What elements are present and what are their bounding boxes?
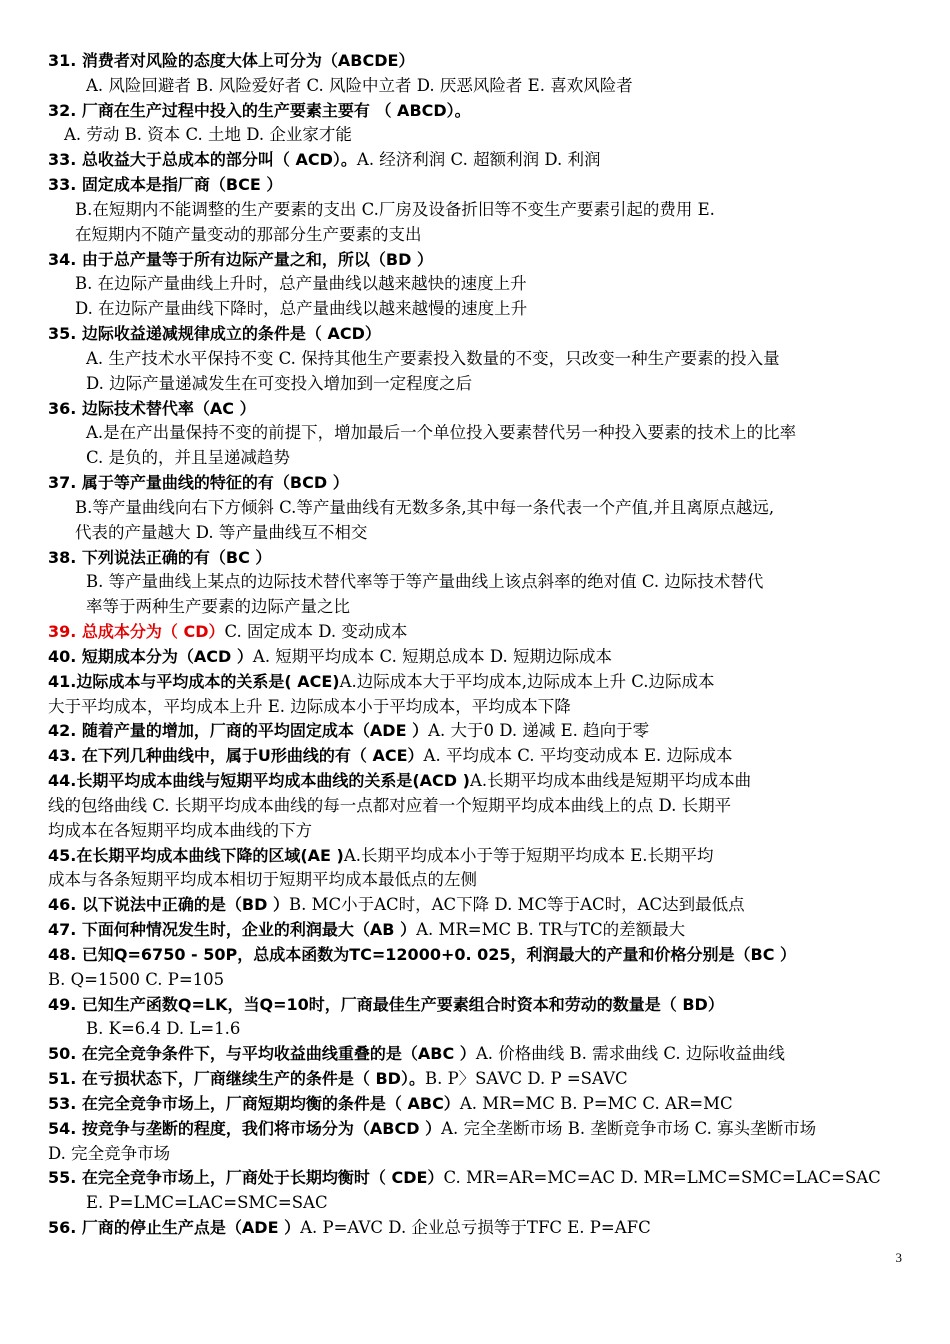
answer-options: B.在短期内不能调整的生产要素的支出 C.厂房及设备折旧等不变生产要素引起的费用 E. [75, 199, 715, 219]
answer-options: 成本与各条短期平均成本相切于短期平均成本最低点的左侧 [48, 870, 477, 890]
answer-options: 率等于两种生产要素的边际产量之比 [86, 597, 350, 617]
answer-options: E. P=LMC=LAC=SMC=SAC [86, 1193, 328, 1213]
question-line [48, 769, 910, 794]
question-text: 48. 已知Q=6750 - 50P，总成本函数为TC=12000+0. 025，利润最大的产量和价格分别是（BC ） [48, 944, 797, 964]
question-line [48, 993, 910, 1018]
answer-options: A. 完全垄断市场 B. 垄断竞争市场 C. 寡头垄断市场 [441, 1118, 817, 1138]
question-line [48, 893, 910, 918]
answer-options: A. 平均成本 C. 平均变动成本 E. 边际成本 [423, 746, 733, 766]
answer-options: D. 在边际产量曲线下降时，总产量曲线以越来越慢的速度上升 [75, 299, 528, 319]
answer-options: A. 大于0 D. 递减 E. 趋向于零 [428, 721, 650, 741]
question-text: 42. 随着产量的增加，厂商的平均固定成本（ADE ） [48, 721, 429, 741]
question-text: 54. 按竞争与垄断的程度，我们将市场分为（ABCD ） [48, 1118, 442, 1138]
answer-options: D. 边际产量递减发生在可变投入增加到一定程度之后 [86, 373, 473, 393]
question-line [48, 670, 910, 695]
answer-options: A. MR=MC B. TR与TC的差额最大 [416, 920, 686, 940]
answer-options: 代表的产量越大 D. 等产量曲线互不相交 [75, 522, 368, 542]
option-line [48, 695, 910, 720]
answer-options: 在短期内不随产量变动的那部分生产要素的支出 [75, 224, 422, 244]
option-line [48, 74, 910, 99]
answer-options: A. 劳动 B. 资本 C. 土地 D. 企业家才能 [64, 125, 352, 145]
question-text: 37. 属于等产量曲线的特征的有（BCD ） [48, 473, 349, 493]
answer-options: A.是在产出量保持不变的前提下，增加最后一个单位投入要素替代另一种投入要素的技术上的比率 [86, 423, 797, 443]
question-line [48, 471, 910, 496]
answer-options: B. P〉SAVC D. P =SAVC [424, 1069, 628, 1089]
question-line [48, 620, 910, 645]
option-line [48, 570, 910, 595]
answer-options: C. MR=AR=MC=AC D. MR=LMC=SMC=LAC=SAC [443, 1168, 881, 1188]
option-line [48, 272, 910, 297]
question-text: 45.在长期平均成本曲线下降的区域(AE ) [48, 845, 344, 865]
question-line [48, 322, 910, 347]
question-line [48, 1117, 910, 1142]
question-line [48, 49, 910, 74]
question-line [48, 1216, 910, 1241]
option-line [48, 968, 910, 993]
question-line [48, 1092, 910, 1117]
answer-options: B. MC小于AC时，AC下降 D. MC等于AC时，AC达到最低点 [288, 895, 745, 915]
answer-options: A. 短期平均成本 C. 短期总成本 D. 短期边际成本 [252, 646, 612, 666]
question-text: 41.边际成本与平均成本的关系是( ACE) [48, 671, 340, 691]
question-text: 44.长期平均成本曲线与短期平均成本曲线的关系是(ACD ) [48, 771, 470, 791]
question-text: 43. 在下列几种曲线中，属于U形曲线的有（ ACE） [48, 746, 424, 766]
answer-options: B. Q=1500 C. P=105 [48, 969, 225, 989]
option-line [48, 1142, 910, 1167]
answer-options: A.长期平均成本曲线是短期平均成本曲 [469, 771, 752, 791]
question-text: 39. 总成本分为（ CD） [48, 622, 225, 642]
option-line [48, 446, 910, 471]
answer-options: D. 完全竞争市场 [48, 1143, 171, 1163]
answer-options: A. 价格曲线 B. 需求曲线 C. 边际收益曲线 [475, 1044, 785, 1064]
question-line [48, 645, 910, 670]
option-line [48, 297, 910, 322]
answer-options: A. 生产技术水平保持不变 C. 保持其他生产要素投入数量的不变，只改变一种生产要素的投入量 [86, 348, 780, 368]
option-line [48, 421, 910, 446]
answer-options: C. 固定成本 D. 变动成本 [224, 622, 408, 642]
option-line [48, 347, 910, 372]
question-text: 33. 固定成本是指厂商（BCE ） [48, 175, 283, 195]
question-line [48, 99, 910, 124]
question-line [48, 148, 910, 173]
option-line [48, 123, 910, 148]
question-line [48, 546, 910, 571]
option-line [48, 794, 910, 819]
option-line [48, 595, 910, 620]
question-text: 53. 在完全竞争市场上，厂商短期均衡的条件是（ ABC） [48, 1093, 460, 1113]
answer-options: A. 风险回避者 B. 风险爱好者 C. 风险中立者 D. 厌恶风险者 E. 喜欢风险者 [86, 75, 633, 95]
question-text: 34. 由于总产量等于所有边际产量之和，所以（BD ） [48, 249, 433, 269]
question-line [48, 918, 910, 943]
question-line [48, 173, 910, 198]
question-text: 50. 在完全竞争条件下，与平均收益曲线重叠的是（ABC ） [48, 1044, 476, 1064]
question-line [48, 1166, 910, 1191]
answer-options: B. K=6.4 D. L=1.6 [86, 1019, 241, 1039]
answer-options: B. 等产量曲线上某点的边际技术替代率等于等产量曲线上该点斜率的绝对值 C. 边际技术替代 [86, 572, 764, 592]
question-line [48, 844, 910, 869]
option-line [48, 1017, 910, 1042]
answer-options: 线的包络曲线 C. 长期平均成本曲线的每一点都对应着一个短期平均成本曲线上的点 D. 长期平 [48, 795, 732, 815]
question-line [48, 1042, 910, 1067]
question-line [48, 397, 910, 422]
question-text: 36. 边际技术替代率（AC ） [48, 398, 256, 418]
question-text: 35. 边际收益递减规律成立的条件是（ ACD） [48, 324, 381, 344]
answer-options: A. P=AVC D. 企业总亏损等于TFC E. P=AFC [300, 1218, 651, 1237]
answer-options: B. 在边际产量曲线上升时，总产量曲线以越来越快的速度上升 [75, 274, 527, 294]
answer-options: A. 经济利润 C. 超额利润 D. 利润 [356, 150, 601, 170]
answer-options: 大于平均成本，平均成本上升 E. 边际成本小于平均成本，平均成本下降 [48, 696, 571, 716]
answer-options: A. MR=MC B. P=MC C. AR=MC [459, 1093, 733, 1113]
option-line [48, 372, 910, 397]
question-text: 33. 总收益大于总成本的部分叫（ ACD）。 [48, 150, 357, 170]
question-line [48, 943, 910, 968]
answer-options: A.边际成本大于平均成本,边际成本上升 C.边际成本 [339, 671, 715, 691]
answer-options: 均成本在各短期平均成本曲线的下方 [48, 820, 312, 840]
option-line [48, 496, 910, 521]
question-text: 51. 在亏损状态下，厂商继续生产的条件是（ BD）。 [48, 1069, 425, 1089]
option-line [48, 521, 910, 546]
page-number: 3 [895, 1250, 902, 1265]
question-line [48, 719, 910, 744]
option-line [48, 819, 910, 844]
answer-options: C. 是负的，并且呈递减趋势 [86, 448, 291, 468]
question-text: 32. 厂商在生产过程中投入的生产要素主要有 （ ABCD）。 [48, 100, 471, 120]
option-line [48, 223, 910, 248]
question-text: 55. 在完全竞争市场上，厂商处于长期均衡时（ CDE） [48, 1168, 444, 1188]
question-text: 40. 短期成本分为（ACD ） [48, 646, 253, 666]
option-line [48, 198, 910, 223]
question-line [48, 1067, 910, 1092]
question-text: 31. 消费者对风险的态度大体上可分为（ABCDE） [48, 51, 415, 70]
question-line [48, 248, 910, 273]
question-text: 49. 已知生产函数Q=LK，当Q=10时，厂商最佳生产要素组合时资本和劳动的数量是（ BD） [48, 994, 724, 1014]
question-text: 56. 厂商的停止生产点是（ADE ） [48, 1218, 301, 1237]
question-text: 38. 下列说法正确的有（BC ） [48, 547, 272, 567]
question-text: 47. 下面何种情况发生时，企业的利润最大（AB ） [48, 920, 417, 940]
question-text: 46. 以下说法中正确的是（BD ） [48, 895, 289, 915]
question-line [48, 744, 910, 769]
option-line [48, 1191, 910, 1216]
answer-options: B.等产量曲线向右下方倾斜 C.等产量曲线有无数多条,其中每一条代表一个产值,并且离原点越远, [75, 497, 775, 517]
option-line [48, 868, 910, 893]
answer-options: A.长期平均成本小于等于短期平均成本 E.长期平均 [343, 845, 714, 865]
